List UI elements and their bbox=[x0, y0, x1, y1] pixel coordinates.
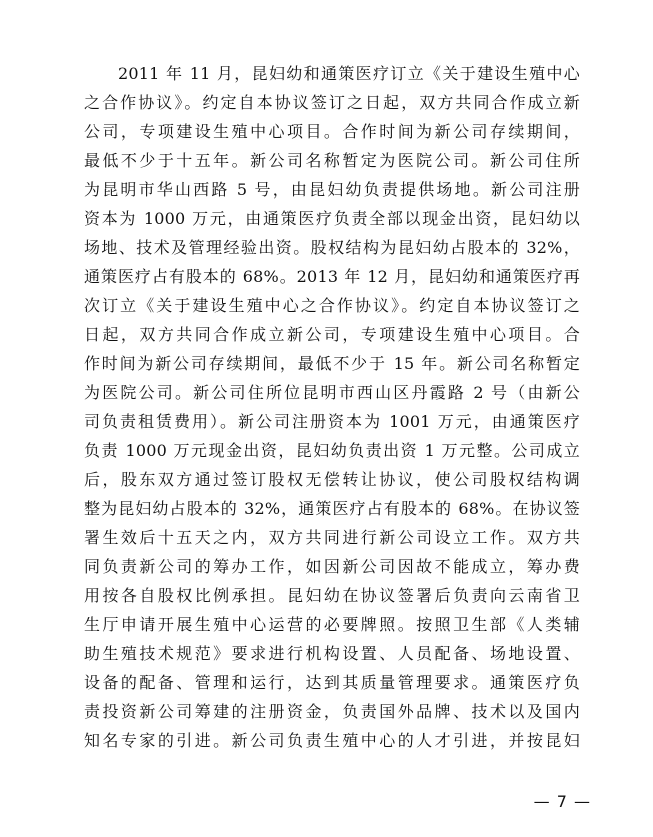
text-line: 日起，双方共同合作成立新公司，专项建设生殖中心项目。合 bbox=[84, 325, 580, 344]
text-line: 司负责租赁费用）。新公司注册资本为 1001 万元，由通策医疗 bbox=[84, 412, 580, 431]
text-line: 资本为 1000 万元，由通策医疗负责全部以现金出资，昆妇幼以 bbox=[84, 209, 580, 228]
text-line: 最低不少于十五年。新公司名称暂定为医院公司。新公司住所 bbox=[84, 151, 580, 170]
body-paragraph bbox=[84, 59, 580, 755]
text-line: 之合作协议》。约定自本协议签订之日起，双方共同合作成立新 bbox=[84, 93, 580, 112]
text-line: 次订立《关于建设生殖中心之合作协议》。约定自本协议签订之 bbox=[84, 296, 580, 315]
text-line: 同负责新公司的筹办工作，如因新公司因故不能成立，筹办费 bbox=[84, 557, 580, 576]
text-line: 设备的配备、管理和运行，达到其质量管理要求。通策医疗负 bbox=[84, 673, 580, 692]
text-line: 知名专家的引进。新公司负责生殖中心的人才引进，并按昆妇 bbox=[84, 731, 580, 750]
text-line: 为昆明市华山西路 5 号，由昆妇幼负责提供场地。新公司注册 bbox=[84, 180, 580, 199]
text-line: 作时间为新公司存续期间，最低不少于 15 年。新公司名称暂定 bbox=[84, 354, 580, 373]
text-line: 场地、技术及管理经验出资。股权结构为昆妇幼占股本的 32%， bbox=[84, 238, 580, 257]
text-line: 后，股东双方通过签订股权无偿转让协议，使公司股权结构调 bbox=[84, 470, 580, 489]
text-line: 整为昆妇幼占股本的 32%，通策医疗占有股本的 68%。在协议签 bbox=[84, 499, 580, 518]
text-line: 通策医疗占有股本的 68%。2013 年 12 月，昆妇幼和通策医疗再 bbox=[84, 267, 580, 286]
text-line: 署生效后十五天之内，双方共同进行新公司设立工作。双方共 bbox=[84, 528, 580, 547]
page-number: — 7 — bbox=[533, 792, 591, 811]
text-line: 公司，专项建设生殖中心项目。合作时间为新公司存续期间， bbox=[84, 122, 580, 141]
text-line: 用按各自股权比例承担。昆妇幼在协议签署后负责向云南省卫 bbox=[84, 586, 580, 605]
text-line: 责投资新公司筹建的注册资金，负责国外品牌、技术以及国内 bbox=[84, 702, 580, 721]
text-line: 2011 年 11 月，昆妇幼和通策医疗订立《关于建设生殖中心 bbox=[118, 64, 580, 83]
text-line: 助生殖技术规范》要求进行机构设置、人员配备、场地设置、 bbox=[84, 644, 580, 663]
text-line: 生厅申请开展生殖中心运营的必要牌照。按照卫生部《人类辅 bbox=[84, 615, 580, 634]
text-line: 为医院公司。新公司住所位昆明市西山区丹霞路 2 号（由新公 bbox=[84, 383, 580, 402]
text-line: 负责 1000 万元现金出资，昆妇幼负责出资 1 万元整。公司成立 bbox=[84, 441, 580, 460]
